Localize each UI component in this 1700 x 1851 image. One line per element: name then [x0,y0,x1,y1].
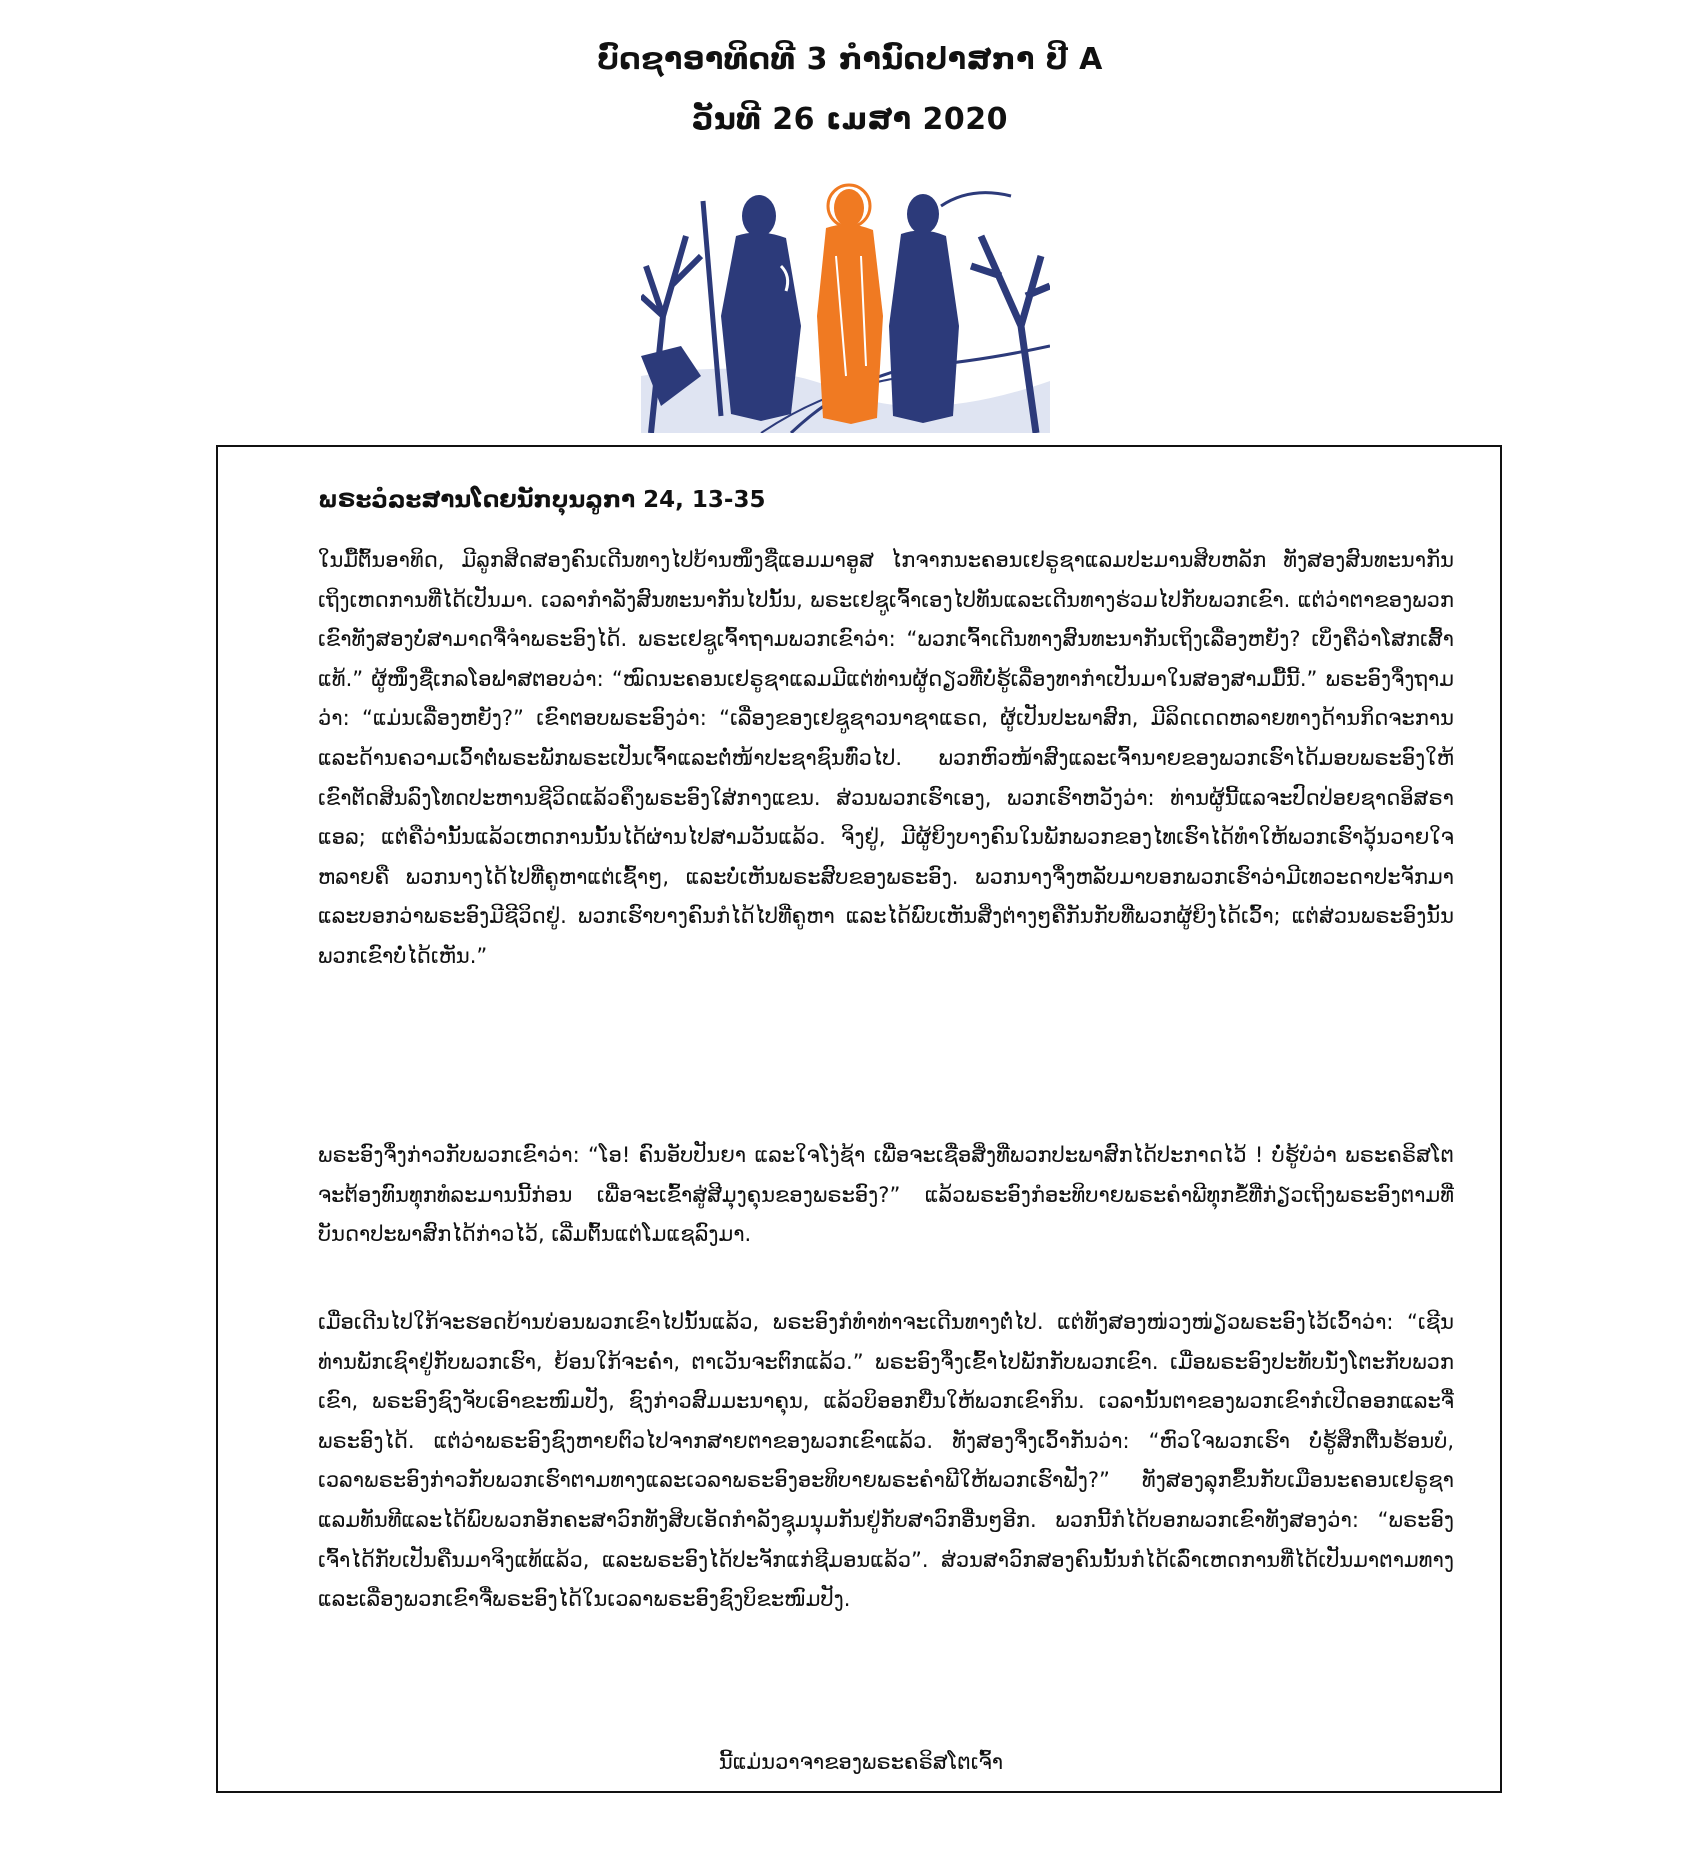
emmaus-disciples-illustration-icon [641,176,1050,433]
page-title: ບົດຊາອາທິດທີ 3 ກຳນົດປາສກາ ປີ A [597,42,1103,77]
reading-paragraph: ພຣະອົງຈຶ່ງກ່າວກັບພວກເຂົາວ່າ: “ໂອ! ຄົນອັບປັນຍາ ແລະໃຈໂງ່ຊ້າ ເພື່ອຈະເຊື່ອສິ່ງທີ່ພວກປະພາສົກໄດ້ປະກາດໄວ້ ! ບໍ່ຮູ້ບໍວ່າ ພຣະຄຣິສໂຕຈະຕ້ອງທົນທຸກທໍລະມານນີ້ກ່ອນ ເພື່ອຈະເຂົ້າສູ່ສີມຸງຄຸນຂອງພຣະອົງ?” ແລ້ວພຣະອົງກໍອະທິບາຍພຣະຄຳພີທຸກຂໍ້ທີ່ກ່ຽວເຖິງພຣະອົງຕາມທີ່ບັນດາປະພາສົກໄດ້ກ່າວໄວ້, ເລີ່ມຕົ້ນແຕ່ໂມແຊລົງມາ. [318,1143,1454,1247]
reading-paragraph: ເມື່ອເດີນໄປໃກ້ຈະຮອດບ້ານບ່ອນພວກເຂົາໄປນັ້ນແລ້ວ, ພຣະອົງກໍທຳທ່າຈະເດີນທາງຕໍ່ໄປ. ແຕ່ທັງສອງໜ່ວງໜ່ຽວພຣະອົງໄວ້ເວົ້າວ່າ: “ເຊີນທ່ານພັກເຊົາຢູ່ກັບພວກເຮົາ, ຍ້ອນໃກ້ຈະຄ່ຳ, ຕາເວັນຈະຕົກແລ້ວ.” ພຣະອົງຈຶ່ງເຂົ້າໄປພັກກັບພວກເຂົາ. ເມື່ອພຣະອົງປະທັບນັ່ງໂຕະກັບພວກເຂົາ, ພຣະອົງຊົງຈັບເອົາຂະໜົມປັງ, ຊົງກ່າວສົມມະນາຄຸນ, ແລ້ວບິອອກຍື່ນໃຫ້ພວກເຂົາກິນ. ເວລານັ້ນຕາຂອງພວກເຂົາກໍເປີດອອກແລະຈື່ພຣະອົງໄດ້. ແຕ່ວ່າພຣະອົງຊົງຫາຍຕົວໄປຈາກສາຍຕາຂອງພວກເຂົາແລ້ວ. ທັງສອງຈຶ່ງເວົ້າກັນວ່າ: “ຫົວໃຈພວກເຮົາ ບໍ່ຮູ້ສຶກຕື່ນຮ້ອນບໍ, ເວລາພຣະອົງກ່າວກັບພວກເຮົາຕາມທາງແລະເວລາພຣະອົງອະທິບາຍພຣະຄຳພີໃຫ້ພວກເຮົາຟັງ?” ທັງສອງລຸກຂຶ້ນກັບເມືອນະຄອນເຢຣູຊາແລມທັນທີແລະໄດ້ພົບພວກອັກຄະສາວົກທັງສິບເອັດກຳລັງຊຸມນຸມກັນຢູ່ກັບສາວົກອື່ນໆອີກ. ພວກນີ້ກໍໄດ້ບອກພວກເຂົາທັງສອງວ່າ: “ພຣະອົງເຈົ້າໄດ້ກັບເປັນຄືນມາຈິງແທ້ແລ້ວ, ແລະພຣະອົງໄດ້ປະຈັກແກ່ຊີມອນແລ້ວ”. ສ່ວນສາວົກສອງຄົນນັ້ນກໍໄດ້ເລົ່າເຫດການທີ່ໄດ້ເປັນມາຕາມທາງແລະເລື່ອງພວກເຂົາຈື່ພຣະອົງໄດ້ໃນເວລາພຣະອົງຊົງບິຂະໜົມປັງ. [318,1310,1454,1612]
page-date: ວັນທີ 26 ເມສາ 2020 [691,102,1009,137]
gospel-reading-box [216,445,1502,1793]
reading-heading: ພຣະວໍລະສານໂດຍນັກບຸນລູກາ 24, 13-35 [318,487,766,513]
reading-paragraph: ໃນມື້ຕົ້ນອາທິດ, ມີລູກສິດສອງຄົນເດີນທາງໄປບ້ານໜຶ່ງຊື່ແອມມາອູສ ໄກຈາກນະຄອນເຢຣູຊາແລມປະມານສິບຫລັກ ທັງສອງສົນທະນາກັນເຖິງເຫດການທີ່ໄດ້ເປັນມາ. ເວລາກຳລັງສົນທະນາກັນໄປນັ້ນ, ພຣະເຢຊູເຈົ້າເອງໄປທັນແລະເດີນທາງຮ່ວມໄປກັບພວກເຂົາ. ແຕ່ວ່າຕາຂອງພວກເຂົາທັງສອງບໍ່ສາມາດຈື່ຈຳພຣະອົງໄດ້. ພຣະເຢຊູເຈົ້າຖາມພວກເຂົາວ່າ: “ພວກເຈົ້າເດີນທາງສົນທະນາກັນເຖິງເລື່ອງຫຍັງ? ເບິ່ງຄືວ່າໂສກເສົ້າແທ້.” ຜູ້ໜຶ່ງຊື່ເກລໂອຟາສຕອບວ່າ: “ໝົດນະຄອນເຢຣູຊາແລມມີແຕ່ທ່ານຜູ້ດຽວທີ່ບໍ່ຮູ້ເລື່ອງທາກຳເປັນມາໃນສອງສາມມື້ນີ້.” ພຣະອົງຈຶ່ງຖາມວ່າ: “ແມ່ນເລື່ອງຫຍັງ?” ເຂົາຕອບພຣະອົງວ່າ: “ເລື່ອງຂອງເຢຊູຊາວນາຊາແຣດ, ຜູ້ເປັນປະພາສົກ, ມີລິດເດດຫລາຍທາງດ້ານກິດຈະການແລະດ້ານຄວາມເວົ້າຕໍ່ພຣະພັກພຣະເປັນເຈົ້າແລະຕໍ່ໜ້າປະຊາຊົນທົ່ວໄປ. ພວກຫົວໜ້າສົງແລະເຈົ້ານາຍຂອງພວກເຮົາໄດ້ມອບພຣະອົງໃຫ້ເຂົາຕັດສິນລົງໂທດປະຫານຊີວິດແລ້ວຄຶງພຣະອົງໃສ່ກາງແຂນ. ສ່ວນພວກເຮົາເອງ, ພວກເຮົາຫວັງວ່າ: ທ່ານຜູ້ນີ້ແລຈະປົດປ່ອຍຊາດອິສຣາແອລ; ແຕ່ຄືວ່ານັ້ນແລ້ວເຫດການນັ້ນໄດ້ຜ່ານໄປສາມວັນແລ້ວ. ຈິງຢູ່, ມີຜູ້ຍິງບາງຄົນໃນພັກພວກຂອງໄທເຮົາໄດ້ທຳໃຫ້ພວກເຮົາວຸ້ນວາຍໃຈຫລາຍຄື ພວກນາງໄດ້ໄປທີ່ຄູຫາແຕ່ເຊົ້າໆ, ແລະບໍ່ເຫັນພຣະສົບຂອງພຣະອົງ. ພວກນາງຈຶ່ງຫລັບມາບອກພວກເຮົາວ່າມີເທວະດາປະຈັກມາແລະບອກວ່າພຣະອົງມີຊີວິດຢູ່. ພວກເຮົາບາງຄົນກໍໄດ້ໄປທີ່ຄູຫາ ແລະໄດ້ພົບເຫັນສິ່ງຕ່າງໆຄືກັນກັບທີ່ພວກຜູ້ຍິງໄດ້ເວົ້າ; ແຕ່ສ່ວນພຣະອົງນັ້ນພວກເຂົາບໍ່ໄດ້ເຫັນ.” [318,548,1454,968]
closing-acclamation: ນີ້ແມ່ນວາຈາຂອງພຣະຄຣິສໂຕເຈົ້າ [718,1750,1004,1774]
